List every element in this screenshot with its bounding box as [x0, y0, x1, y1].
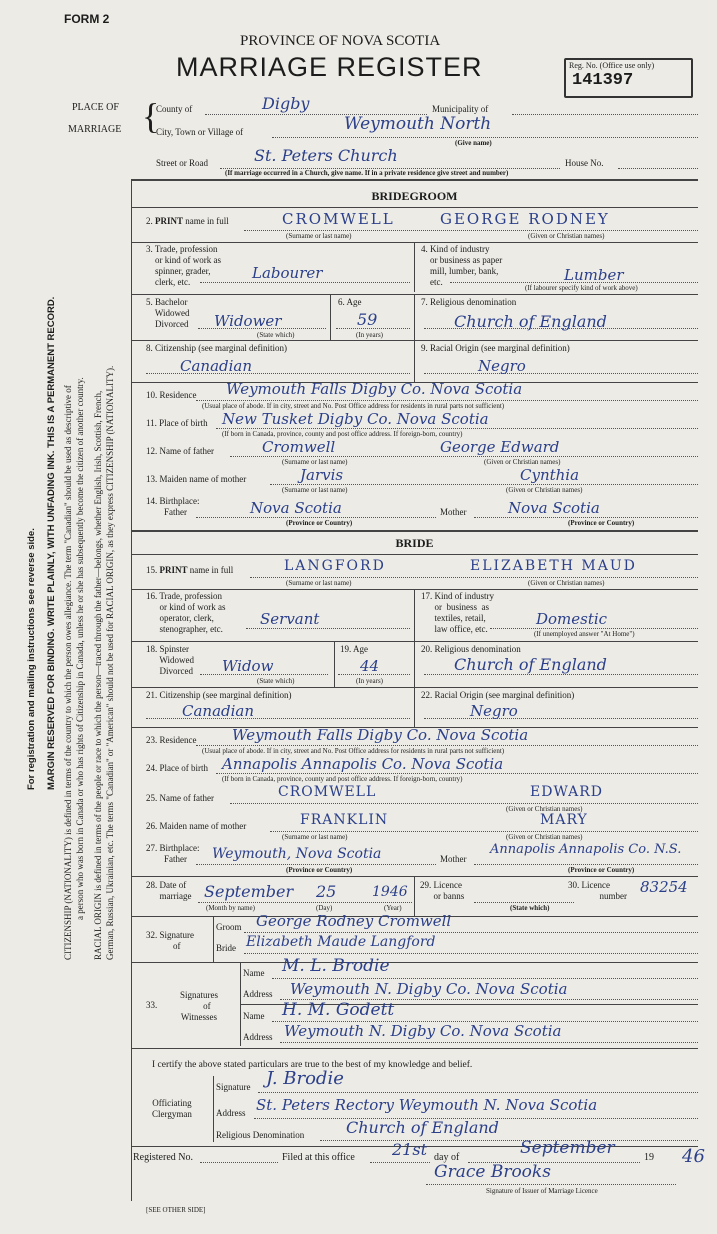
- bride-trade: Servant: [260, 610, 320, 628]
- margin-definitions: [62, 220, 116, 960]
- county-value: Digby: [262, 94, 310, 113]
- witness-label: Signatures of Witnesses: [180, 990, 218, 1022]
- bride-given-note: (Given or Christian names): [528, 579, 605, 587]
- field-4-note: (If labourer specify kind of work above): [525, 284, 638, 292]
- field-32-label: 32. Signature of: [146, 930, 194, 951]
- bride-status: Widow: [222, 657, 274, 675]
- groom-signature: George Rodney Cromwell: [256, 912, 452, 930]
- margin-line-6: German, Russian, Ukrainian, etc. The terms "Canadian" or "American" should not be used for RACIAL ORIGIN, as they express CITIZENSHIP (NATIONALITY).: [105, 365, 115, 960]
- bride-religion: Church of England: [454, 655, 607, 674]
- groom-father-birthplace: Nova Scotia: [250, 499, 342, 517]
- groom-father-given: George Edward: [440, 438, 560, 456]
- marriage-day: 25: [316, 882, 337, 901]
- groom-given-note: (Given or Christian names): [528, 232, 605, 240]
- year-note: (Year): [384, 904, 402, 912]
- field-27-label: 27. Birthplace:: [146, 843, 200, 853]
- margin-line-4: a person who was born in Canada or who has rights of Citizenship in Canada, unless he or she has subsequently become the citizen of another country.: [75, 377, 85, 920]
- bride-prov-note-2: (Province or Country): [568, 866, 635, 874]
- street-label: Street or Road: [156, 158, 208, 168]
- groom-residence: Weymouth Falls Digby Co. Nova Scotia: [226, 380, 523, 398]
- denomination-label: Religious Denomination: [216, 1130, 305, 1140]
- county-label: County of: [156, 104, 193, 114]
- marriage-month: September: [204, 882, 294, 901]
- groom-industry: Lumber: [564, 266, 624, 284]
- filed-year: 46: [682, 1146, 705, 1167]
- bride-mother-given-note: (Given or Christian names): [506, 833, 583, 841]
- margin-line-3: CITIZENSHIP (NATIONALITY) is defined in terms of the country to which the person owes allegiance. The term "Canadian" should be used as descriptive of: [63, 385, 73, 960]
- witness-1-address: Weymouth N. Digby Co. Nova Scotia: [290, 980, 568, 998]
- groom-given: GEORGE RODNEY: [440, 210, 610, 228]
- clergy-signature: J. Brodie: [266, 1068, 344, 1089]
- field-33-label: 33.: [146, 1000, 158, 1010]
- field-29-label: 29. Licence or banns: [420, 880, 465, 901]
- issuer-signature: Grace Brooks: [434, 1162, 551, 1182]
- place-note: (If marriage occurred in a Church, give name. If in a private residence give street and number): [225, 169, 509, 177]
- field-5-label: 5. Bachelor Widowed Divorced: [146, 297, 190, 329]
- field-12-label: 12. Name of father: [146, 446, 214, 456]
- day-of-label: day of: [434, 1152, 460, 1163]
- field-14-label: 14. Birthplace:: [146, 496, 200, 506]
- bride-mother-given: MARY: [540, 812, 588, 828]
- filed-day: 21st: [392, 1140, 427, 1159]
- register-title: MARRIAGE REGISTER: [176, 52, 483, 82]
- clergy-address-word: Address: [216, 1108, 246, 1118]
- bride-residence: Weymouth Falls Digby Co. Nova Scotia: [232, 726, 529, 744]
- groom-bp-mother-word: Mother: [440, 507, 467, 517]
- bride-prov-note-1: (Province or Country): [286, 866, 353, 874]
- field-30-label: 30. Licence number: [568, 880, 627, 901]
- bride-surname: LANGFORD: [284, 558, 386, 574]
- field-13-label: 13. Maiden name of mother: [146, 474, 247, 484]
- groom-bp-father-word: Father: [164, 507, 187, 517]
- city-label: City, Town or Village of: [156, 127, 244, 137]
- groom-mother-given: Cynthia: [520, 466, 580, 484]
- field-9-label: 9. Racial Origin (see marginal definition): [421, 343, 570, 353]
- margin-instructions: [22, 140, 62, 790]
- clergy-sig-word: Signature: [216, 1082, 251, 1092]
- clergy-address: St. Peters Rectory Weymouth N. Nova Scotia: [256, 1096, 598, 1114]
- groom-father-surname: Cromwell: [262, 438, 336, 456]
- field-26-label: 26. Maiden name of mother: [146, 821, 247, 831]
- groom-trade: Labourer: [252, 264, 323, 282]
- bride-birth-note: (If born in Canada, province, county and post office address. If foreign-born, country): [222, 775, 463, 783]
- filed-month: September: [520, 1138, 615, 1158]
- province-title: PROVINCE OF NOVA SCOTIA: [240, 33, 441, 49]
- bride-father-birthplace: Weymouth, Nova Scotia: [212, 846, 382, 862]
- bride-mother-birthplace: Annapolis Annapolis Co. N.S.: [490, 842, 682, 857]
- reg-number: 141397: [572, 71, 634, 90]
- field-11-label: 11. Place of birth: [146, 418, 208, 428]
- bride-citizenship: Canadian: [182, 702, 255, 720]
- groom-surname: CROMWELL: [282, 210, 395, 228]
- groom-in-years: (In years): [356, 331, 384, 339]
- field-19-label: 19. Age: [340, 644, 368, 654]
- mother-surname-note: (Surname or last name): [282, 486, 348, 494]
- bride-res-note: (Usual place of abode. If in city, street and No. Post Office address for residents in rural parts not sufficient): [202, 747, 505, 755]
- bride-father-given-note: (Given or Christian names): [506, 805, 583, 813]
- groom-mother-surname: Jarvis: [300, 466, 344, 484]
- bride-bp-mother-word: Mother: [440, 854, 467, 864]
- groom-state-which: (State which): [257, 331, 295, 339]
- bride-heading: BRIDE: [395, 536, 434, 550]
- reg-number-box: [564, 58, 693, 98]
- filed-label: Filed at this office: [282, 1152, 355, 1163]
- see-other-side: [SEE OTHER SIDE]: [146, 1206, 206, 1214]
- place-label-2: MARRIAGE: [68, 124, 122, 135]
- father-surname-note: (Surname or last name): [282, 458, 348, 466]
- bride-signature: Elizabeth Maude Langford: [246, 934, 436, 950]
- registered-label: Registered No.: [133, 1152, 193, 1163]
- field-10-label: 10. Residence: [146, 390, 197, 400]
- marriage-year: [372, 884, 408, 901]
- witness-2-name: H. M. Godett: [282, 1000, 395, 1020]
- res-note: (Usual place of abode. If in city, street and No. Post Office address for residents in rural parts not sufficient): [202, 402, 505, 410]
- margin-line-2: MARGIN RESERVED FOR BINDING. WRITE PLAINLY, WITH UNFADING INK. THIS IS A PERMANENT RECORD.: [46, 296, 57, 790]
- city-value: Weymouth North: [344, 114, 492, 134]
- margin-line-5: RACIAL ORIGIN is defined in terms of the people or race to which the person—traced through the father—belongs, whether English, Irish, Scottish, French,: [93, 390, 103, 960]
- bride-surname-note: (Surname or last name): [286, 579, 352, 587]
- groom-prov-note-1: (Province or Country): [286, 519, 353, 527]
- clergy-denomination: Church of England: [346, 1118, 499, 1137]
- groom-status: Widower: [214, 312, 282, 330]
- bride-sig-word: Bride: [216, 943, 236, 953]
- issuer-note: Signature of Issuer of Marriage Licence: [486, 1187, 598, 1195]
- field-22-label: 22. Racial Origin (see marginal definition): [421, 690, 575, 700]
- groom-religion: Church of England: [454, 312, 607, 331]
- bride-mother-surname-note: (Surname or last name): [282, 833, 348, 841]
- field-23-label: 23. Residence: [146, 735, 197, 745]
- bride-given: ELIZABETH MAUD: [470, 558, 637, 574]
- mother-given-note: (Given or Christian names): [506, 486, 583, 494]
- groom-birthplace: New Tusket Digby Co. Nova Scotia: [222, 410, 489, 428]
- form-number: FORM 2: [64, 12, 110, 26]
- field-16-label: 16. Trade, profession or kind of work as operator, clerk, stenographer, etc.: [146, 591, 226, 634]
- place-label-1: PLACE OF: [72, 102, 119, 113]
- field-21-label: 21. Citizenship (see marginal definition): [146, 690, 292, 700]
- field-17-note: (If unemployed answer "At Home"): [534, 630, 635, 638]
- field-18-label: 18. Spinster Widowed Divorced: [146, 644, 194, 676]
- bride-age: 44: [360, 657, 380, 675]
- year-prefix: 19: [644, 1152, 654, 1163]
- give-name-note: (Give name): [455, 139, 492, 147]
- bride-father-given: EDWARD: [530, 784, 604, 800]
- witness-1-name: M. L. Brodie: [282, 956, 390, 976]
- officiating-label: Officiating Clergyman: [152, 1098, 192, 1119]
- field-24-label: 24. Place of birth: [146, 763, 208, 773]
- margin-line-1: For registration and mailing instructions see reverse side.: [26, 528, 37, 790]
- father-given-note: (Given or Christian names): [484, 458, 561, 466]
- street-value: St. Peters Church: [254, 146, 398, 165]
- bridegroom-heading: BRIDEGROOM: [371, 189, 458, 203]
- field-6-label: 6. Age: [338, 297, 362, 307]
- marriage-year-value: 1946: [372, 884, 408, 900]
- municipality-label: Municipality of: [432, 104, 489, 114]
- reg-number-label: Reg. No. (Office use only): [569, 61, 655, 70]
- bride-industry: Domestic: [536, 610, 608, 628]
- field-25-label: 25. Name of father: [146, 793, 214, 803]
- groom-citizenship: Canadian: [180, 357, 253, 375]
- bride-bp-father-word: Father: [164, 854, 187, 864]
- bride-state-which: (State which): [257, 677, 295, 685]
- field-3-label: 3. Trade, profession or kind of work as spinner, grader, clerk, etc.: [146, 244, 221, 287]
- witness-2-address: Weymouth N. Digby Co. Nova Scotia: [284, 1022, 562, 1040]
- field-20-label: 20. Religious denomination: [421, 644, 521, 654]
- groom-mother-birthplace: Nova Scotia: [508, 499, 600, 517]
- month-note: (Month by name): [206, 904, 255, 912]
- field-2-label: 2. PRINT name in full: [146, 216, 229, 226]
- field-28-label: 28. Date of marriage: [146, 880, 192, 901]
- bride-father-surname: CROMWELL: [278, 784, 377, 800]
- house-label: House No.: [565, 158, 604, 168]
- bride-racial: Negro: [470, 702, 518, 720]
- groom-racial: Negro: [478, 357, 526, 375]
- licence-number: 83254: [640, 878, 688, 896]
- groom-prov-note-2: (Province or Country): [568, 519, 635, 527]
- w1-address-word: Address: [243, 989, 273, 999]
- groom-surname-note: (Surname or last name): [286, 232, 352, 240]
- field-4-label: 4. Kind of industry or business as paper mill, lumber, bank, etc.: [421, 244, 503, 287]
- bride-birthplace: Annapolis Annapolis Co. Nova Scotia: [222, 755, 504, 773]
- groom-age: 59: [357, 310, 378, 329]
- certify-text: I certify the above stated particulars are true to the best of my knowledge and belief.: [152, 1060, 473, 1070]
- field-8-label: 8. Citizenship (see marginal definition): [146, 343, 288, 353]
- licence-state-which: (State which): [510, 904, 550, 912]
- field-15-label: 15. PRINT name in full: [146, 565, 234, 575]
- place-brace: {: [142, 96, 160, 136]
- birth-note: (If born in Canada, province, county and post office address. If foreign-born, country): [222, 430, 463, 438]
- field-17-label: 17. Kind of industry or business as textiles, retail, law office, etc.: [421, 591, 494, 634]
- groom-sig-word: Groom: [216, 922, 242, 932]
- bride-mother-surname: FRANKLIN: [300, 812, 389, 828]
- day-note: (Day): [316, 904, 333, 912]
- bride-in-years: (In years): [356, 677, 384, 685]
- w2-address-word: Address: [243, 1032, 273, 1042]
- w1-name-word: Name: [243, 968, 265, 978]
- w2-name-word: Name: [243, 1011, 265, 1021]
- field-7-label: 7. Religious denomination: [421, 297, 517, 307]
